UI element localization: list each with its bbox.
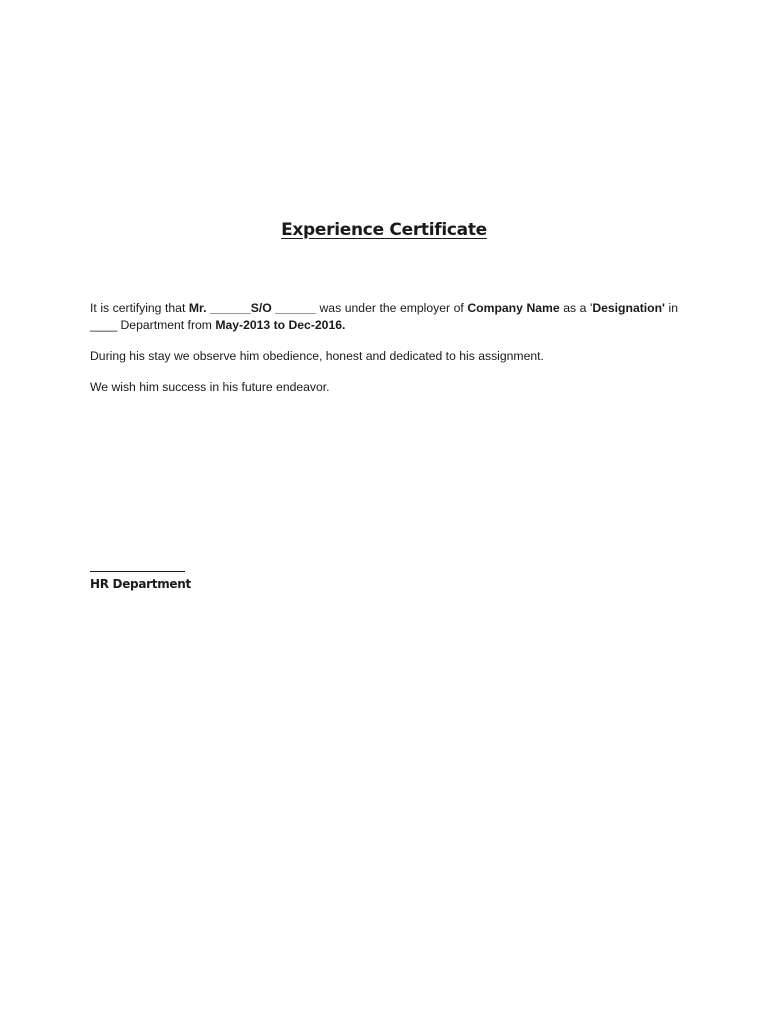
signature-label: HR Department (90, 577, 191, 591)
certification-paragraph (90, 300, 678, 334)
designation-placeholder: Designation' (592, 301, 665, 315)
signature-line (90, 571, 185, 572)
employment-period: May-2013 to Dec-2016. (215, 318, 346, 332)
text-segment: as a ' (559, 301, 593, 315)
conduct-paragraph: During his stay we observe him obedience, honest and dedicated to his assignment. (90, 349, 544, 363)
employee-name-placeholder: Mr. ______S/O ______ (188, 301, 316, 315)
company-name-placeholder: Company Name (467, 301, 560, 315)
text-segment: was under the employer of (315, 301, 468, 315)
document-body (90, 300, 678, 410)
text-segment: in ____ Department from (90, 301, 679, 332)
document-title: Experience Certificate (281, 220, 487, 240)
text-segment: It is certifying that (90, 301, 189, 315)
wishes-paragraph: We wish him success in his future endeavor. (90, 380, 330, 394)
